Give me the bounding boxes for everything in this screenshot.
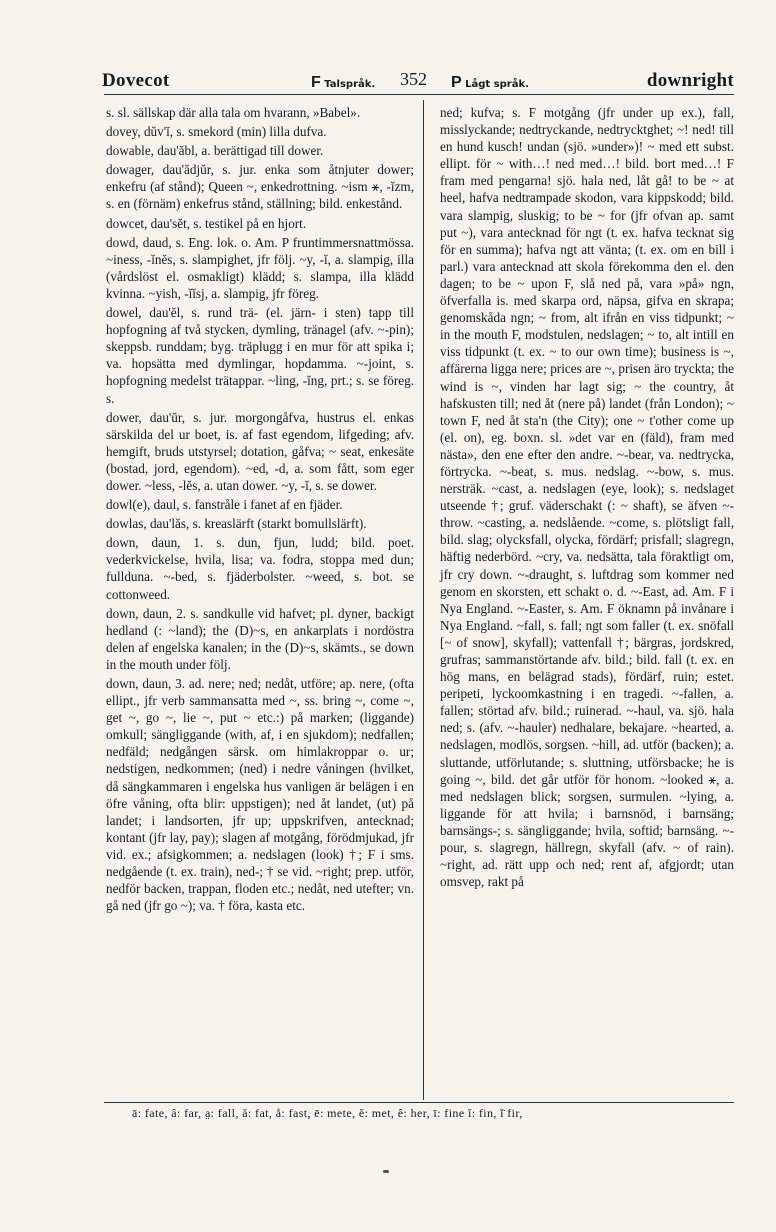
legend-vulgar-label: Lågt språk.: [465, 79, 529, 90]
entry-dovey: dovey, dŭv'ĭ, s. smekord (min) lilla dufva.: [106, 124, 327, 140]
legend-colloquial: [311, 74, 375, 92]
entry-dowel: dowel, dau'ĕl, s. rund trä- (el. järn- i sten) tapp till hopfogning af två stycken, dymling, tränagel (afv. ~-pin); skeppsb. runddam; byg. träplugg i en mur för att spika i; va. hopsätta med dymlingar, hopdamma. ~-joint, s. hopfogning medelst trätappar. ~ling, -ĭng, prt.; s. se föreg. s.: [106, 305, 414, 406]
legend-vulgar-mark: P: [451, 74, 462, 91]
entry-dowlas: dowlas, dau'lăs, s. kreaslärft (starkt bomullslärft).: [106, 516, 367, 532]
entry-down-2: down, daun, 2. s. sandkulle vid hafvet; pl. dyner, backigt hedland (: ~land); the (D)~s, en ankarplats i nordöstra delen af engelska kanalen; in the (D)~s, skämts., se down in the mouth under följ.: [106, 605, 414, 672]
page-number: 352: [400, 69, 427, 89]
legend-vulgar: [451, 74, 529, 92]
column-divider: [423, 100, 424, 1100]
entry-dowd: dowd, daud, s. Eng. lok. o. Am. P fruntimmersnattmössa. ~iness, -ĭnĕs, s. slampighet, jfr följ. ~y, -ĭ, a. slampig, illa (vårdslöst el. osmakligt) klädd; s. slampa, illa klädd kvinna. ~yish, -ĭĭsj, a. slampig, jfr föreg.: [106, 234, 414, 301]
entry-down-1: down, daun, 1. s. dun, fjun, ludd; bild. poet. vederkvickelse, hvila, lisa; va. fodra, stoppa med dun; fullduna. ~-bed, s. fjäderbolster. ~weed, s. bot. se cottonweed.: [106, 535, 414, 602]
entry-dowle: dowl(e), daul, s. fanstråle i fanet af en fjäder.: [106, 497, 343, 513]
page-header: [102, 66, 734, 94]
entry-dowcet: dowcet, dau'sĕt, s. testikel på en hjort.: [106, 215, 307, 231]
header-rule: [104, 94, 734, 95]
page-blemish: [383, 1170, 389, 1173]
legend-colloquial-label: Talspråk.: [324, 79, 376, 90]
entry-babel: s. sl. sällskap där alla tala om hvarann, »Babel».: [106, 105, 361, 120]
right-guide-word: downright: [646, 70, 734, 91]
entry-dowager: dowager, dau'ădjŭr, s. jur. enka som åtnjuter dower; enkefru (af stånd); Queen ~, enkedrottning. ~ism ⚹, -ĭzm, s. en (förnäm) enkefrus stånd, ställning; bild. enkestånd.: [106, 162, 414, 212]
right-column: [440, 104, 734, 892]
entry-down-3-continued: ned; kufva; s. F motgång (jfr under up ex.), fall, misslyckande; nedtryckande, nedtrycktghet; ~! ned! till en hund kusch! undan (sjö. »under»)! ~ med ett subst. ellipt. för ~ with…! ned med…! bild. bort med…! F fram med pengarna! sjö. hala ned, låt gå! to be ~ at heel, hafva nedtrampade skodon, vara kippskodd; bild. vara slampig, sluskig; to be ~ for (jfr ofvan ap. samt put ~), vara antecknad för ngt (t. ex. hafva tecknat sig för en summa); hafva ngt att vänta; (t. ex. om en bill i parl.) vara antecknad att skola förekomma den el. den dagen; to be ~ upon F, slå ned på, vara »på» ngn, öfverfalla is. med skarpa ord, näpsa, gifva en skrapa; genomskåda ngn; ~ from, alt ifrån en viss tidpunkt; ~ in the mouth F, modstulen, nedslagen; ~ to, alt intill en viss tidpunkt (t. ex. ~ to our own time); business is ~, affärerna ligga nere; prices are ~, prisen äro tryckta; the wind is ~, vinden har lagt sig; ~ the country, åt hafskusten till; ned åt (nere på) landet (från London); ~ town F, ned åt sta'n (the City); one ~ t'other come up (el. on), eg. boxn. sl. »det var en (fäld), fram med nästa», den ene efter den andre. ~-bear, va. nedtrycka, förtrycka. ~-beat, s. mus. nedslag. ~-bow, s. mus. nersträk. ~cast, a. nedslagen (eye, look); s. nedslaget utseende †; gruf. väderschakt (: ~ shaft), se äfven ~-throw. ~casting, a. nedslående. ~come, s. plötsligt fall, bild. slag; olycksfall, olycka, fördärf; prisfall; slagregn, häftig nederbörd. ~cry, va. nedsätta, tala föraktligt om, jfr cry down. ~-draught, s. luftdrag som kommer ned genom en skorsten, ett schakt o. d. ~-East, ad. Am. F i Nya England. ~-Easter, s. Am. F öknamn på invånare i Nya England. ~fall, s. fall; ngt som faller (t. ex. snöfall [~ of snow], skyfall); vattenfall †; bärgras, jordskred, grufras; sammanstörtande afv. bild.; bild. fall (t. ex. en hög mans, en belägrad stads), fördärf, ruin; estet. peripeti, lyckoomkastning i en tragedi. ~-fallen, a. fallen; störtad afv. bild.; ruinerad. ~-haul, va. sjö. hala ned; s. (afv. ~-hauler) nedhalare, bekajare. ~hearted, a. nedslagen, modlös, sorgsen. ~hill, ad. utför (backen); a. sluttande, utförlutande; s. sluttning, utförsbacke; he is going ~, bild. det går utför för honom. ~looked ⚹, a. med nedslagen blick; sorgsen, surmulen. ~lying, a. liggande för att hvila; i barnsnöd, i barnsäng; barnsängs-; s. sängliggande; hvila, softid; barnsäng. ~-pour, s. slagregn, hällregn, skyfall (afv. ~ of rain). ~right, ad. rätt upp och ned; rent af, afgjordt; utan omsvep, rakt på: [440, 105, 734, 890]
entry-down-3: down, daun, 3. ad. nere; ned; nedåt, utföre; ap. nere, (ofta ellipt., jfr verb sammansatta med ~, ss. bring ~, come ~, get ~, go ~, lie ~, put ~ etc.:) på marken; (liggande) omkull; sängliggande (with, af, i en sjukdom); nedfallen; nedfäld; nedgången särsk. om himlakroppar o. ur; nedstigen, nedkommen; (ned) i nedre våningen (hvilket, då sängkammaren i engelska hus vanligen är belägen i en öfre våning, ofta blir: uppstigen); ned åt landet, (ut) på landet; i landsorten, jfr up; uppskrifven, antecknad; kontant (jfr lay, pay); slagen af motgång, förödmjukad, jfr vid. ex.; afsigkommen; a. nedslagen (look) †; F i sms. nedgående (t. ex. train), ned-; † se vid. ~right; prep. utför, nedför backen, trappan, floden etc.; nedåt, ned utefter; vn. gå ned (jfr go ~); va. † föra, kasta etc.: [106, 676, 414, 914]
pronunciation-key: ā: fate, ȃ: far, a̤: fall, ă: fat, å: fast, ē: mete, ĕ: met, ȇ: her, ī: fine ĭ: fin, ĭ̈ fir,: [132, 1106, 523, 1120]
entry-dowable: dowable, dau'ăbl, a. berättigad till dower.: [106, 143, 324, 159]
footer-rule: [104, 1102, 734, 1103]
legend-colloquial-mark: F: [311, 74, 321, 91]
entry-dower: dower, dau'ŭr, s. jur. morgongåfva, hustrus el. enkas särskilda del ur boet, is. af fast egendom, lifgeding; afv. hemgift, bruds utstyrsel; dotation, gåfva; ~ seat, enkesäte (bostad, jord, egendom). ~ed, -d, a. som fått, som eger dower. ~less, -lĕs, a. utan dower. ~y, -ĭ, s. se dower.: [106, 409, 414, 493]
left-guide-word: Dovecot: [102, 70, 170, 91]
left-column: [106, 104, 414, 916]
